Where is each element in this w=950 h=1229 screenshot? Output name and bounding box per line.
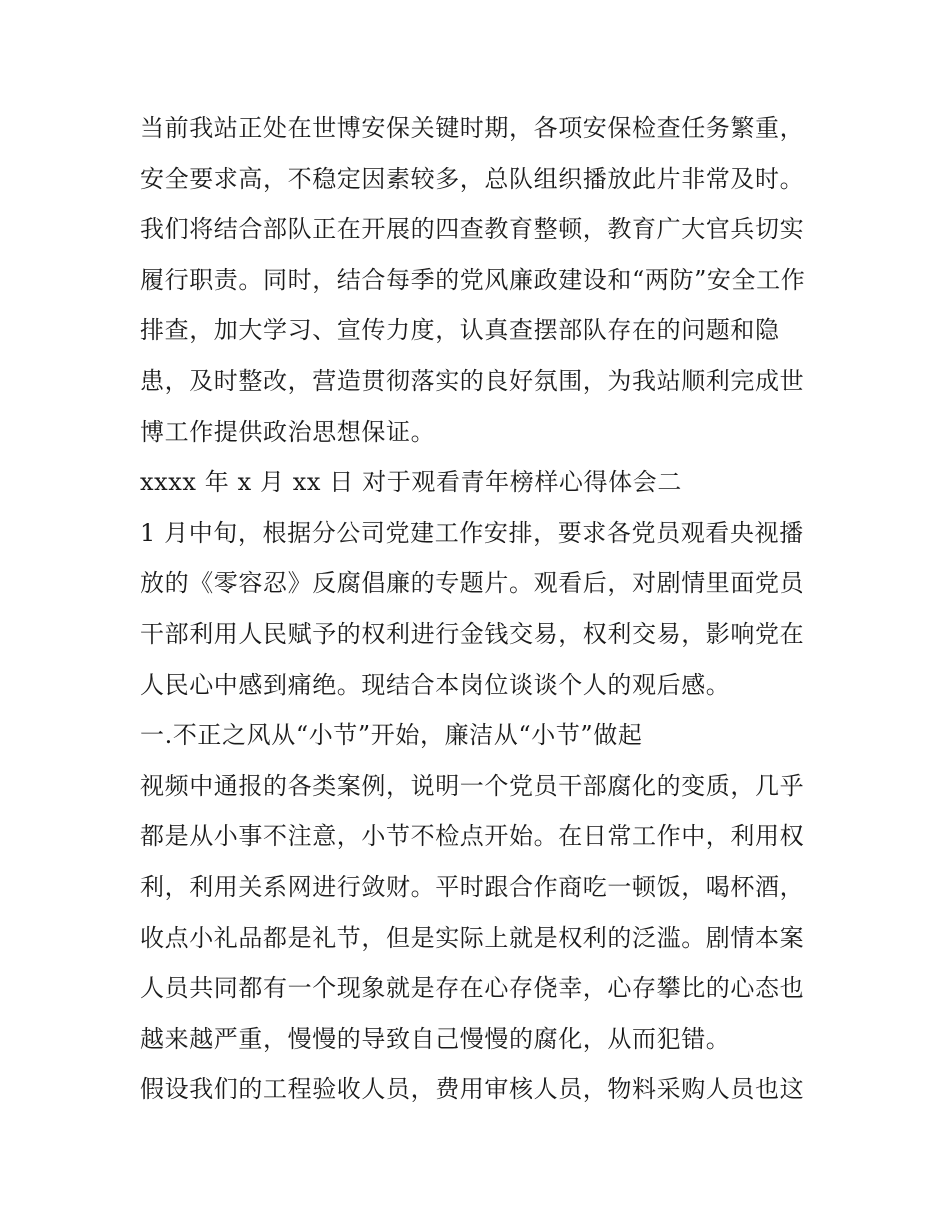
document-body [140, 103, 820, 1115]
section-date-title: xxxx 年 x 月 xx 日 对于观看青年榜样心得体会二 [140, 468, 682, 497]
text-line-19: 越来越严重，慢慢的导致自己慢慢的腐化，从而犯错。 [140, 1024, 731, 1053]
text-line-5: 排查，加大学习、宣传力度，认真查摆部队存在的问题和隐 [140, 316, 780, 345]
text-line-10: 放的《零容忍》反腐倡廉的专题片。观看后，对剧情里面党员 [140, 569, 805, 598]
text-line-14: 视频中通报的各类案例，说明一个党员干部腐化的变质，几乎 [140, 771, 805, 800]
text-line-7: 博工作提供政治思想保证。 [140, 417, 436, 446]
text-line-15: 都是从小事不注意，小节不检点开始。在日常工作中，利用权 [140, 822, 805, 851]
text-line-12: 人民心中感到痛绝。现结合本岗位谈谈个人的观后感。 [140, 670, 731, 699]
text-line-16: 利，利用关系网进行敛财。平时跟合作商吃一顿饭，喝杯酒， [140, 872, 805, 901]
text-line-11: 干部利用人民赋予的权利进行金钱交易，权利交易，影响党在 [140, 619, 805, 648]
text-line-4: 履行职责。同时，结合每季的党风廉政建设和“两防”安全工作 [140, 265, 806, 294]
text-line-6: 患，及时整改，营造贯彻落实的良好氛围，为我站顺利完成世 [140, 366, 805, 395]
text-line-18: 人员共同都有一个现象就是存在心存侥幸，心存攀比的心态也 [140, 974, 805, 1003]
text-line-17: 收点小礼品都是礼节，但是实际上就是权利的泛滥。剧情本案 [140, 923, 805, 952]
text-line-3: 我们将结合部队正在开展的四查教育整顿，教育广大官兵切实 [140, 215, 805, 244]
text-line-9: 1 月中旬，根据分公司党建工作安排，要求各党员观看央视播 [140, 518, 804, 547]
text-line-1: 当前我站正处在世博安保关键时期，各项安保检查任务繁重， [140, 114, 805, 142]
text-line-2: 安全要求高，不稳定因素较多，总队组织播放此片非常及时。 [140, 164, 805, 193]
text-line-20: 假设我们的工程验收人员，费用审核人员，物料采购人员也这 [140, 1075, 805, 1104]
section-heading-1: 一.不正之风从“小节”开始，廉洁从“小节”做起 [140, 721, 643, 750]
